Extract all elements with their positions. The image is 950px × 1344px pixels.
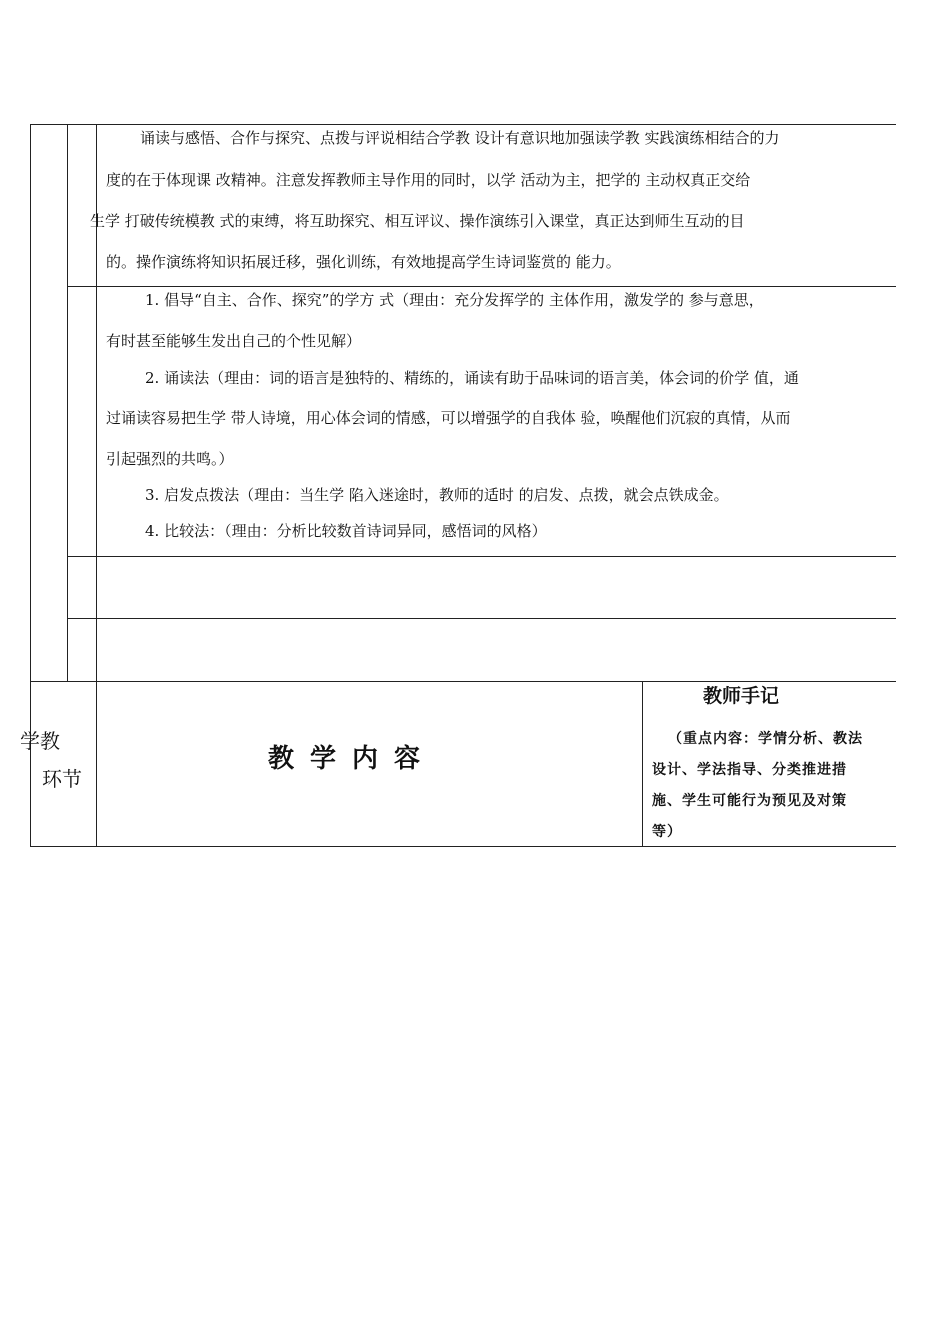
method-line: 有时甚至能够生发出自己的个性见解）	[106, 332, 362, 350]
paragraph-line: 度的在于体现课 改精神。注意发挥教师主导作用的同时，以学 活动为主，把学的 主动权真正交给	[106, 171, 751, 189]
inner-col-divider-1	[67, 124, 68, 682]
notes-column-description	[652, 724, 863, 848]
row-divider-3	[67, 618, 896, 619]
method-line: 3. 启发点拨法（理由：当生学 陷入迷途时，教师的适时 的启发、点拨，就会点铁成金。	[145, 486, 729, 504]
paragraph-line: 的。操作演练将知识拓展迁移，强化训练，有效地提高学生诗词鉴赏的 能力。	[106, 253, 621, 271]
method-line: 1. 倡导“自主、合作、探究”的学方 式（理由：充分发挥学的 主体作用，激发学的 参与意思，	[145, 291, 764, 309]
method-line: 过诵读容易把生学 带人诗境，用心体会词的情感，可以增强学的自我体 验，唤醒他们沉寂的真情，从而	[106, 409, 791, 427]
row-divider-2	[67, 556, 896, 557]
paragraph-line: 诵读与感悟、合作与探究、点拨与评说相结合学教 设计有意识地加强读学教 实践演练相结合的力	[140, 129, 780, 147]
notes-line: （重点内容：学情分析、教法	[668, 731, 863, 747]
paragraph-line: 生学 打破传统模教 式的束缚，将互助探究、相互评议、操作演练引入课堂，真正达到师生互动的目	[90, 212, 745, 230]
method-line: 2. 诵读法（理由：词的语言是独特的、精练的，诵读有助于品味词的语言美，体会词的价学 值，通	[145, 369, 799, 387]
method-line: 4. 比较法：（理由：分析比较数首诗词异同，感悟词的风格）	[145, 522, 547, 540]
content-column-title: 教学内容	[268, 744, 437, 774]
stage-label-line1: 学教	[20, 729, 60, 753]
notes-line: 施、学生可能行为预见及对策	[652, 793, 847, 809]
stage-label-line2: 环节	[42, 767, 82, 791]
notes-line: 设计、学法指导、分类推进措	[652, 762, 847, 778]
inner-col-divider-2	[96, 124, 97, 847]
notes-col-divider	[642, 681, 643, 847]
table-top-border	[30, 124, 896, 125]
row-divider-1	[67, 286, 896, 287]
notes-line: 等）	[652, 824, 682, 840]
method-line: 引起强烈的共鸣。）	[106, 450, 234, 468]
notes-column-title: 教师手记	[703, 685, 780, 707]
